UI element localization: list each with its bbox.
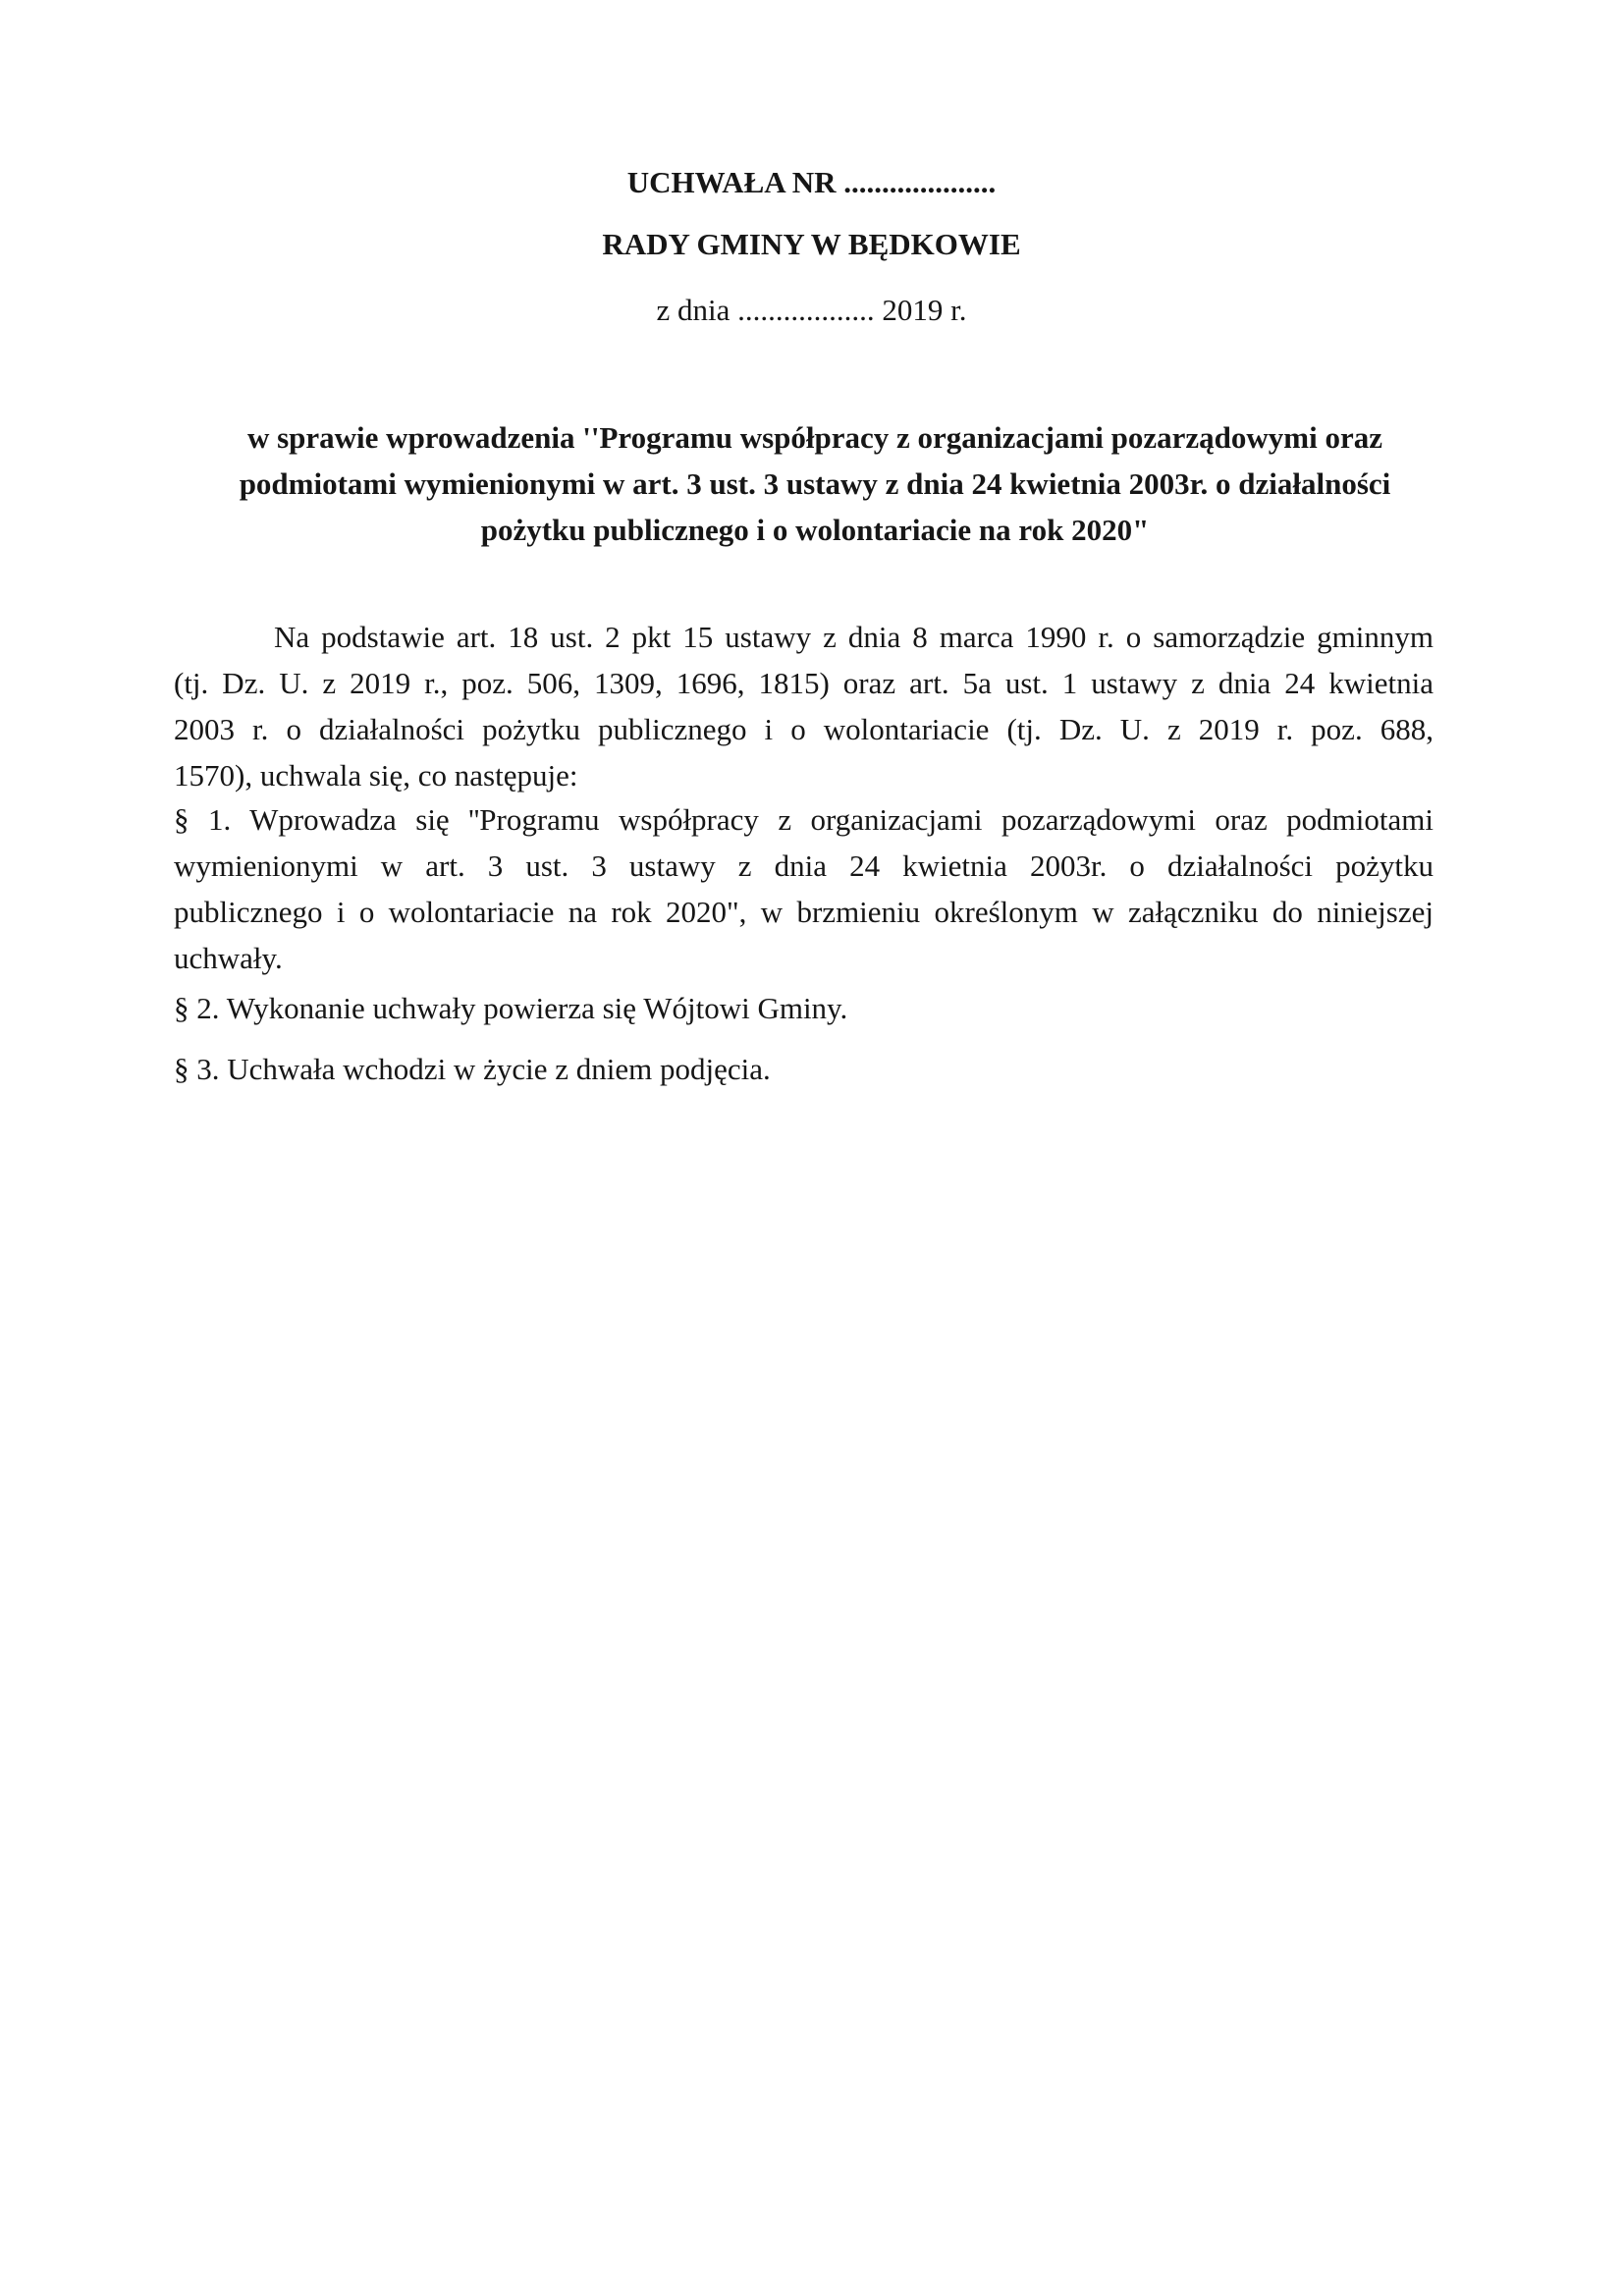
paragraph-1-line: § 1. Wprowadza się ''Programu współpracy z organizacjami pozarządowymi oraz podmiotami xyxy=(174,802,1434,837)
subject-line: w sprawie wprowadzenia ''Programu współpracy z organizacjami pozarządowymi oraz xyxy=(246,420,1383,455)
paragraph-2-text: § 2. Wykonanie uchwały powierza się Wójtowi Gminy. xyxy=(174,991,848,1025)
paragraph-1-line: uchwały. xyxy=(174,941,283,975)
legal-basis-line: 1570), uchwala się, co następuje: xyxy=(174,758,578,793)
legal-basis-line: Na podstawie art. 18 ust. 2 pkt 15 ustawy z dnia 8 marca 1990 r. o samorządzie gminnym xyxy=(274,620,1434,654)
paragraph-1-line: wymienionymi w art. 3 ust. 3 ustawy z dnia 24 kwietnia 2003r. o działalności pożytku xyxy=(174,848,1434,883)
paragraph-3-text: § 3. Uchwała wchodzi w życie z dniem podjęcia. xyxy=(174,1052,771,1086)
paragraph-3 xyxy=(174,1046,1434,1092)
resolution-date: z dnia .................. 2019 r. xyxy=(656,293,967,327)
resolution-subject xyxy=(157,414,1473,553)
subject-line: pożytku publicznego i o wolontariacie na rok 2020" xyxy=(480,513,1150,547)
legal-basis-line: (tj. Dz. U. z 2019 r., poz. 506, 1309, 1696, 1815) oraz art. 5a ust. 1 ustawy z dnia 24 kwietnia xyxy=(174,666,1434,700)
paragraph-1-line: publicznego i o wolontariacie na rok 2020", w brzmieniu określonym w załączniku do niniejszej xyxy=(174,895,1434,929)
legal-basis xyxy=(174,614,1434,798)
subject-line: podmiotami wymienionymi w art. 3 ust. 3 ustawy z dnia 24 kwietnia 2003r. o działalności xyxy=(239,466,1391,501)
council-name: RADY GMINY W BĘDKOWIE xyxy=(602,227,1021,261)
paragraph-1 xyxy=(174,796,1434,981)
legal-basis-line: 2003 r. o działalności pożytku publicznego i o wolontariacie (tj. Dz. U. z 2019 r. poz. 688, xyxy=(174,712,1434,746)
resolution-title: UCHWAŁA NR .................... xyxy=(626,165,997,199)
paragraph-2 xyxy=(174,985,1434,1031)
